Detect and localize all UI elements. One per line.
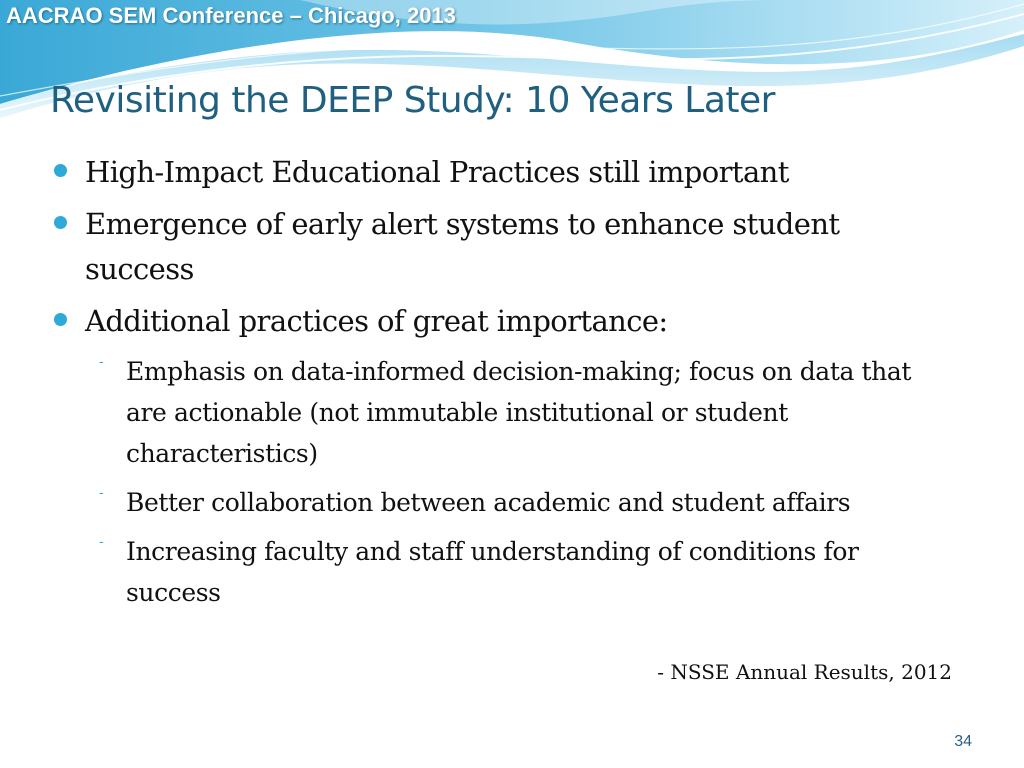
sub-bullet-item [52, 531, 956, 613]
bullet-item [52, 202, 952, 292]
bullet-text: Emergence of early alert systems to enhance student success [85, 207, 840, 286]
bullet-dot-icon [54, 216, 67, 229]
conference-banner: AACRAO SEM Conference – Chicago, 2013 [6, 3, 456, 28]
page-number: 34 [954, 733, 972, 750]
bullet-dot-icon [54, 313, 67, 326]
bullet-dot-icon [54, 164, 67, 177]
sub-bullet-item [52, 482, 956, 523]
dash-bullet-icon: - [99, 486, 104, 501]
dash-bullet-icon: - [99, 355, 104, 370]
bullet-text: High-Impact Educational Practices still important [85, 155, 789, 189]
slide-content [52, 150, 952, 621]
bullet-text: Additional practices of great importance: [85, 304, 668, 338]
bullet-item [52, 150, 952, 195]
bullet-item [52, 299, 952, 344]
sub-bullet-text: Emphasis on data-informed decision-making; focus on data that are actionable (not immutable institutional or student characteristics) [126, 357, 912, 468]
sub-bullet-list [52, 351, 952, 613]
sub-bullet-text: Better collaboration between academic and student affairs [126, 488, 851, 517]
citation: - NSSE Annual Results, 2012 [657, 660, 952, 684]
sub-bullet-item [52, 351, 956, 474]
dash-bullet-icon: - [99, 535, 104, 550]
sub-bullet-text: Increasing faculty and staff understanding of conditions for success [126, 537, 859, 607]
slide-title: Revisiting the DEEP Study: 10 Years Later [50, 80, 775, 121]
